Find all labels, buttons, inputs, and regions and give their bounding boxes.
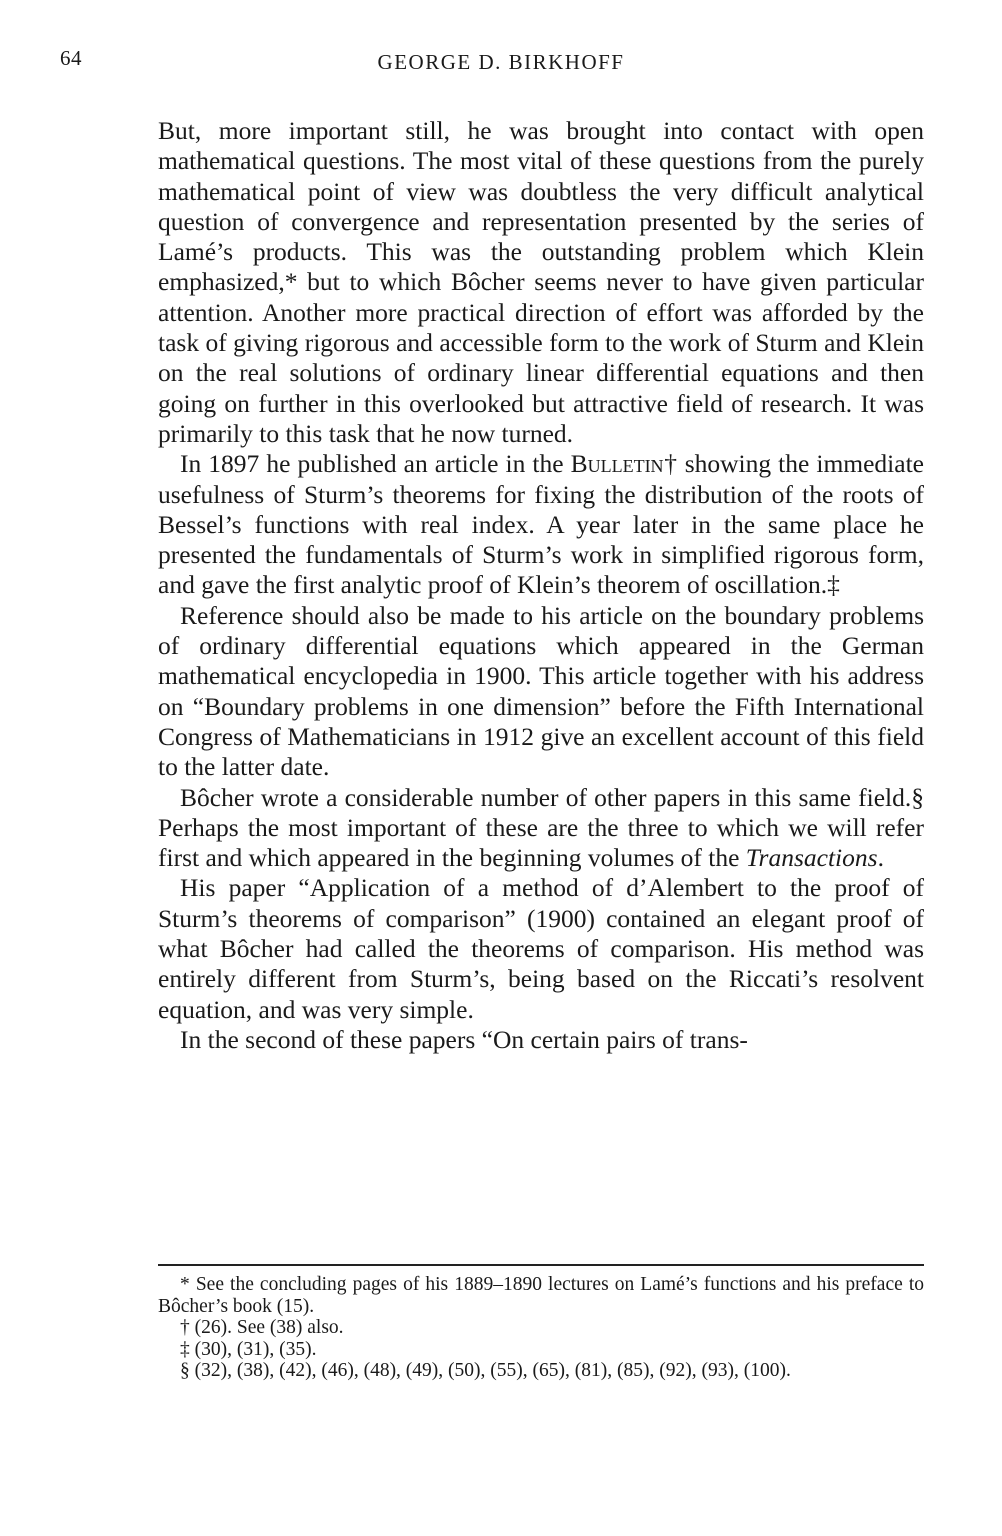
footnote: § (32), (38), (42), (46), (48), (49), (50), (55), (65), (81), (85), (92), (93), (100). <box>180 1360 791 1382</box>
page-number: 64 <box>60 46 82 70</box>
paragraph-text: † showing the immediate usefulness of Sturm’s theorems for fixing the distribution of the roots of Bessel’s functions with real index. A year later in the same place he presented the fundamentals of Sturm’s work in simplified rigorous form, and gave the first analytic proof of Klein’s theorem of oscillation.‡ <box>158 449 924 600</box>
journal-name-transactions: Transactions <box>745 843 878 873</box>
paragraph <box>158 783 924 874</box>
footnote: ‡ (30), (31), (35). <box>180 1338 317 1360</box>
body-text <box>158 116 924 1055</box>
paragraph: His paper “Application of a method of d’Alembert to the proof of Sturm’s theorems of comparison” (1900) contained an elegant proof of what Bôcher had called the theorems of comparison. His method was entirely different from Sturm’s, being based on the Riccati’s resolvent equation, and was very simple. <box>158 873 924 1024</box>
paragraph: Reference should also be made to his article on the boundary problems of ordinary differential equations which appeared in the German mathematical encyclopedia in 1900. This article together with his address on “Boundary problems in one dimension” before the Fifth International Congress of Mathematicians in 1912 give an excellent account of this field to the latter date. <box>158 600 924 782</box>
paragraph <box>158 449 924 600</box>
running-head: GEORGE D. BIRKHOFF <box>377 50 625 74</box>
footnote: * See the concluding pages of his 1889–1890 lectures on Lamé’s functions and his preface to Bôcher’s book (15). <box>158 1274 924 1317</box>
paragraph: In the second of these papers “On certain pairs of trans- <box>180 1024 748 1054</box>
footnote-divider <box>158 1264 924 1266</box>
footnote: † (26). See (38) also. <box>180 1317 344 1339</box>
journal-name-bulletin: Bulletin <box>570 449 664 479</box>
paragraph-text: In 1897 he published an article in the <box>180 449 571 479</box>
paragraph: But, more important still, he was brought into contact with open mathematical questions. The most vital of these questions from the purely mathematical point of view was doubtless the very difficult analytical question of convergence and representation presented by the series of Lamé’s products. This was the outstanding problem which Klein emphasized,* but to which Bôcher seems never to have given particular attention. Another more practical direction of effort was afforded by the task of giving rigorous and accessible form to the work of Sturm and Klein on the real solutions of ordinary linear differential equations and then going on further in this overlooked but attractive field of research. It was primarily to this task that he now turned. <box>158 116 924 448</box>
footnotes <box>158 1274 924 1382</box>
paragraph-text: Bôcher wrote a considerable number of other papers in this same field.§ Perhaps the most important of these are the three to which we will refer first and which appeared in the beginning volumes of the <box>158 782 924 873</box>
paragraph-text: . <box>877 843 884 873</box>
